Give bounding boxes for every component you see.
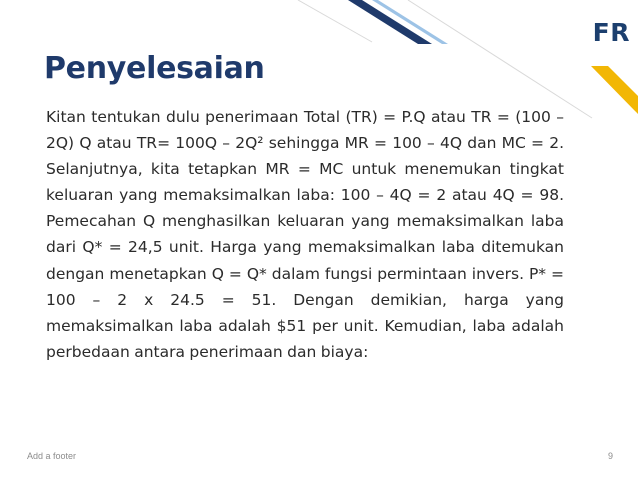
footer-text: Add a footer: [27, 451, 77, 461]
page-number: 9: [607, 451, 613, 461]
slide-title: Penyelesaian: [44, 51, 265, 86]
navy-diagonal-stripe: [348, 0, 432, 44]
gray-diagonal-line: [408, 0, 592, 118]
brand-logo: FR: [592, 18, 630, 47]
yellow-diagonal-stripe: [591, 66, 638, 114]
slide-body-text: Kitan tentukan dulu penerimaan Total (TR) = P.Q atau TR = (100 – 2Q) Q atau TR= 100Q – 2Q² sehingga MR = 100 – 4Q dan MC = 2. Selanjutnya, kita tetapkan MR = MC untuk menemukan tingkat keluaran yang memaksimalkan laba: 100 – 4Q = 2 atau 4Q = 98. Pemecahan Q menghasilkan keluaran yang memaksimalkan laba dari Q* = 24,5 unit. Harga yang memaksimalkan laba ditemukan dengan menetapkan Q = Q* dalam fungsi permintaan invers. P* = 100 – 2 x 24.5 = 51. Dengan demikian, harga yang memaksimalkan laba adalah $51 per unit. Kemudian, laba adalah perbedaan antara penerimaan dan biaya:: [46, 108, 564, 361]
